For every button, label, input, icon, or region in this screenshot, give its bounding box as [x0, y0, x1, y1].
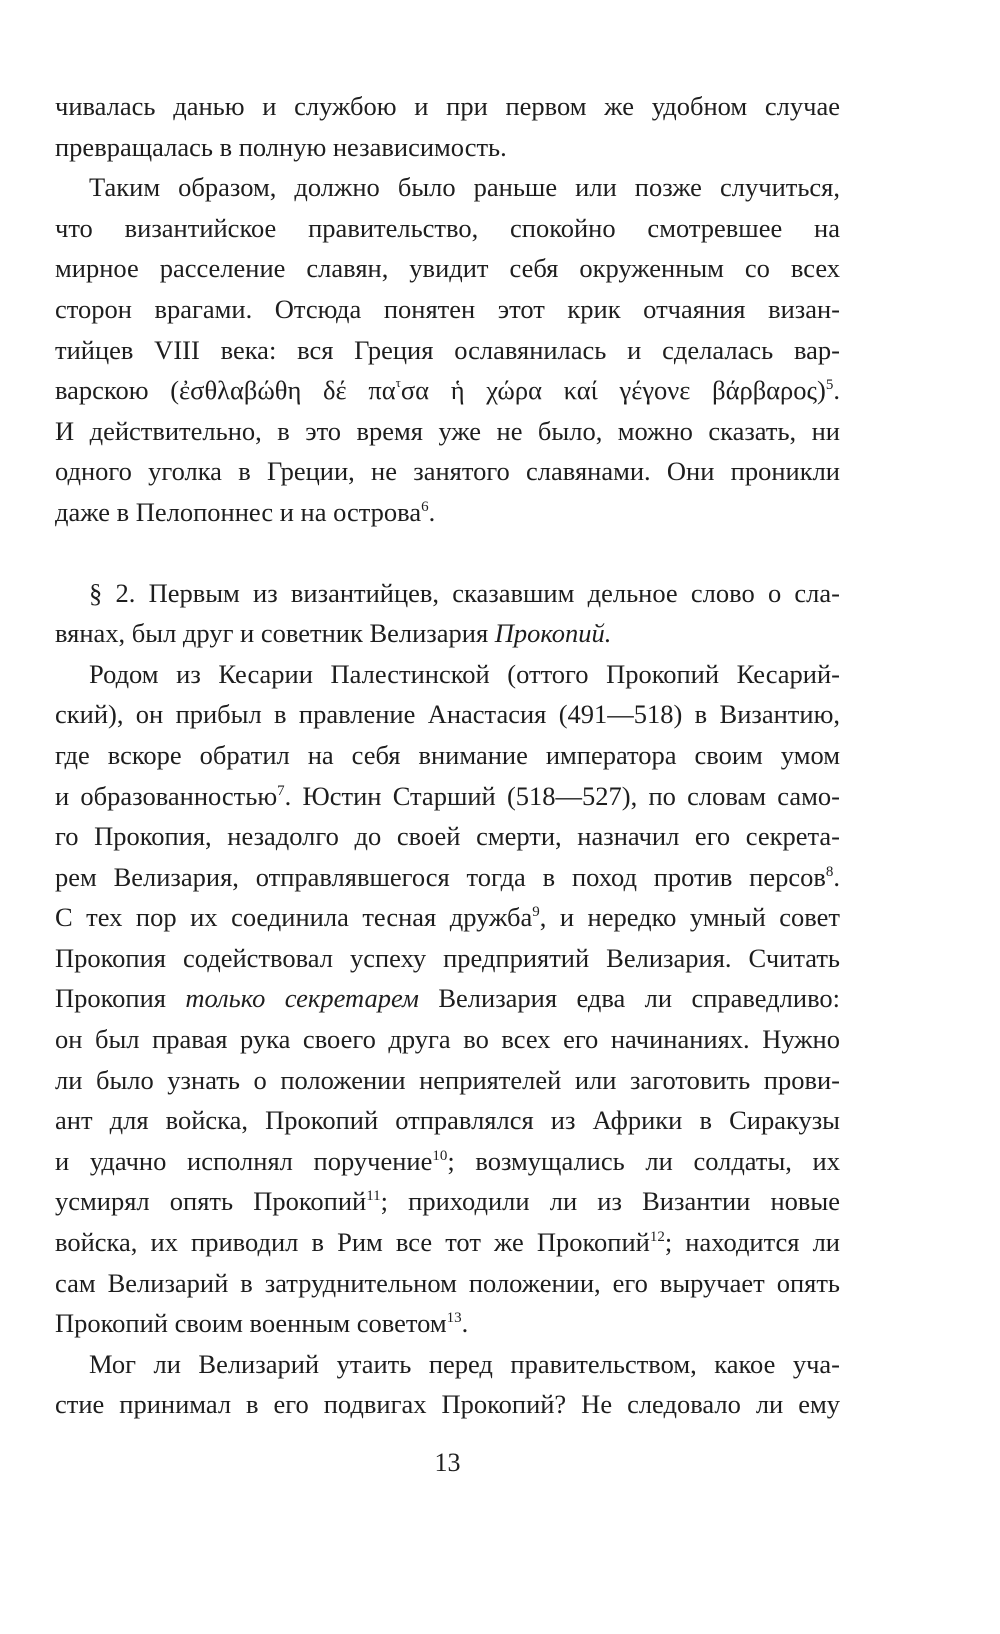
footnote-ref: 5	[825, 377, 834, 394]
text: .	[461, 1308, 469, 1339]
text: что византийское правительство, спокойно смотревшее на	[55, 212, 840, 243]
text-line	[55, 167, 840, 208]
text: Таким образом, должно было раньше или позже случиться,	[89, 172, 840, 203]
text-line	[55, 573, 840, 614]
text: где вскоре обратил на себя внимание императора своим умом	[55, 739, 840, 770]
page-number: 13	[434, 1448, 461, 1477]
text-line	[55, 735, 840, 776]
text: превращалась в полную независимость.	[55, 131, 507, 162]
text: Велизария едва ли справедливо:	[418, 983, 841, 1014]
text-line	[55, 1060, 840, 1101]
footnote-ref: 13	[446, 1310, 462, 1327]
text-line	[55, 451, 840, 492]
text-line	[55, 1303, 840, 1344]
text-line	[55, 1384, 840, 1425]
text-line	[55, 1344, 840, 1385]
text: И действительно, в это время уже не было, можно сказать, ни	[55, 415, 840, 446]
page-body	[55, 86, 840, 1425]
paragraph	[55, 86, 840, 167]
text-line	[55, 411, 840, 452]
text-line	[55, 938, 840, 979]
text: σα ἡ χώρα καί γέγονε βάρβαρος)	[400, 375, 826, 406]
footnote-ref: 10	[432, 1147, 448, 1164]
text-line	[55, 330, 840, 371]
text: го Прокопия, незадолго до своей смерти, назначил его секрета-	[55, 821, 840, 852]
text: .	[833, 375, 840, 406]
paragraph	[55, 573, 840, 654]
text: тийцев VIII века: вся Греция ославянилась и сделалась вар-	[55, 334, 840, 365]
superscript-letter: τ	[395, 375, 401, 391]
italic-text: только секретарем	[185, 983, 419, 1014]
paragraph	[55, 654, 840, 1344]
text-line	[55, 208, 840, 249]
text: ский), он прибыл в правление Анастасия (491—518) в Византию,	[55, 699, 840, 730]
text-line	[55, 897, 840, 938]
paragraph	[55, 1344, 840, 1425]
text-line	[55, 1141, 840, 1182]
text: усмирял опять Прокопий	[55, 1186, 367, 1217]
text-line	[55, 857, 840, 898]
text: и образованностью	[55, 780, 278, 811]
text-line	[55, 1019, 840, 1060]
text: сам Велизарий в затруднительном положении, его выручает опять	[55, 1267, 840, 1298]
text: ; приходили ли из Византии новые	[380, 1186, 841, 1217]
text: ант для войска, Прокопий отправлялся из Африки в Сиракузы	[55, 1105, 840, 1136]
footnote-ref: 9	[532, 904, 540, 921]
text-line	[55, 370, 840, 411]
text: Прокопий своим военным советом	[55, 1308, 447, 1339]
text: Прокопия содействовал успеху предприятий Велизария. Считать	[55, 942, 840, 973]
text: § 2. Первым из византийцев, сказавшим дельное слово о сла-	[89, 577, 840, 608]
text: ли было узнать о положении неприятелей или заготовить прови-	[55, 1064, 840, 1095]
text-line	[55, 127, 840, 168]
text: варскою (ἐσθλαβώθη δέ πα	[55, 375, 396, 406]
text: .	[428, 496, 436, 527]
italic-text: Прокопий.	[494, 618, 612, 649]
text: одного уголка в Греции, не занятого славянами. Они проникли	[55, 456, 840, 487]
text: С тех пор их соединила тесная дружба	[55, 902, 533, 933]
text: Прокопия	[55, 983, 186, 1014]
text-line	[55, 1222, 840, 1263]
text: ; находится ли	[664, 1227, 840, 1258]
text-line	[55, 694, 840, 735]
text: Родом из Кесарии Палестинской (оттого Прокопий Кесарий-	[89, 658, 840, 689]
text: он был правая рука своего друга во всех его начинаниях. Нужно	[55, 1024, 840, 1055]
text-line	[55, 613, 840, 654]
text: рем Велизария, отправлявшегося тогда в поход против персов	[55, 861, 826, 892]
footnote-ref: 6	[421, 498, 429, 515]
text: Мог ли Велизарий утаить перед правительством, какое уча-	[89, 1348, 840, 1379]
text: стие принимал в его подвигах Прокопий? Не следовало ли ему	[55, 1389, 840, 1420]
text-line	[55, 978, 840, 1019]
text-line	[55, 248, 840, 289]
text-line	[55, 776, 840, 817]
footnote-ref: 8	[825, 863, 834, 880]
text: .	[833, 861, 840, 892]
text: войска, их приводил в Рим все тот же Прокопий	[55, 1227, 650, 1258]
text-line	[55, 86, 840, 127]
text: мирное расселение славян, увидит себя окруженным со всех	[55, 253, 840, 284]
footnote-ref: 12	[649, 1229, 665, 1246]
text-line	[55, 492, 840, 533]
text: . Юстин Старший (518—527), по словам само-	[284, 780, 840, 811]
text-line	[55, 1181, 840, 1222]
text: даже в Пелопоннес и на острова	[55, 496, 422, 527]
footnote-ref: 7	[277, 782, 285, 799]
text: вянах, был друг и советник Велизария	[55, 618, 495, 649]
text-line	[55, 816, 840, 857]
text: , и нередко умный совет	[539, 902, 840, 933]
text: чивалась данью и службою и при первом же удобном случае	[55, 91, 840, 121]
text-line	[55, 1100, 840, 1141]
text: и удачно исполнял поручение	[55, 1145, 433, 1176]
text-line	[55, 1263, 840, 1304]
paragraph	[55, 167, 840, 532]
text: сторон врагами. Отсюда понятен этот крик отчаяния визан-	[55, 293, 840, 324]
text-line	[55, 289, 840, 330]
text-line	[55, 654, 840, 695]
footnote-ref: 11	[366, 1188, 381, 1205]
text: ; возмущались ли солдаты, их	[447, 1145, 840, 1176]
